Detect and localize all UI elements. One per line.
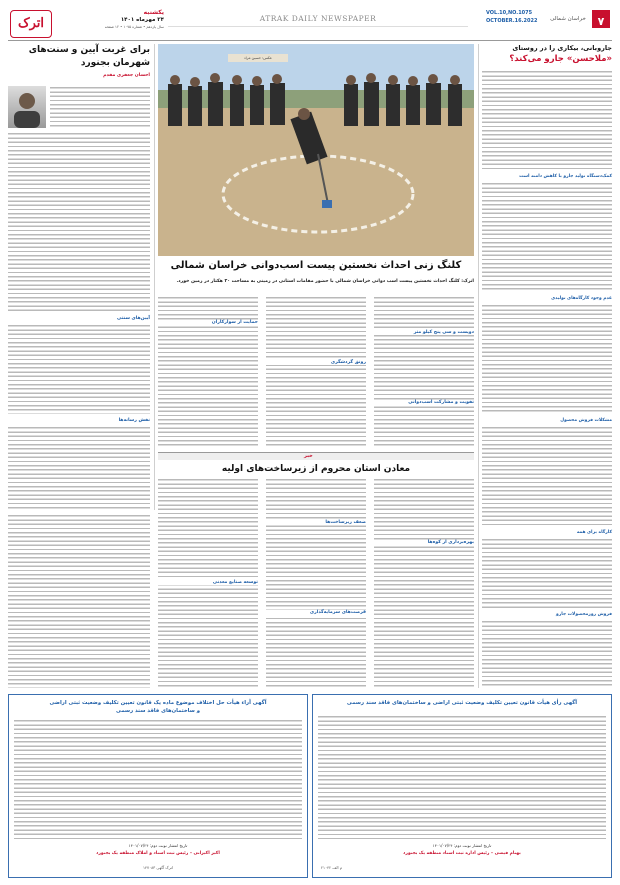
right-body-3 — [482, 304, 612, 414]
ceremony-photo-icon — [158, 44, 474, 256]
page-number-box — [592, 10, 610, 28]
right-body-6 — [482, 620, 612, 688]
section-name: خراسان شمالی — [550, 16, 586, 22]
ad-right-number: تاریخ انتشار نوبت دوم: ۱۴۰۱/۰۷/۲۴ — [432, 843, 492, 848]
main-story-col-2 — [266, 296, 366, 448]
ad-right — [312, 694, 612, 878]
left-story-body-4 — [8, 426, 150, 510]
right-story — [482, 44, 612, 688]
left-story — [8, 44, 150, 510]
right-body-5 — [482, 538, 612, 608]
main-story-col-3 — [374, 296, 474, 448]
newspaper-title: ATRAK DAILY NEWSPAPER — [259, 14, 377, 23]
khabar-label: خبر — [304, 453, 313, 459]
mines-col-3 — [374, 478, 474, 688]
ad-left-title-1: آگهی آراء هیأت حل اختلاف موضوع ماده یک قانون تعیین تکلیف وضعیت ثبتی اراضی — [49, 700, 267, 706]
right-body-1 — [482, 70, 612, 170]
date-weekday: یکشنبه — [143, 9, 164, 16]
left-column-divider — [154, 44, 155, 510]
masthead — [8, 6, 612, 40]
ad-left-number: تاریخ انتشار نوبت دوم: ۱۴۰۱/۰۷/۲۴ — [128, 843, 188, 848]
vol-line: VOL.10,NO.1075 — [486, 10, 533, 16]
mines-subhead-3: فرصت‌های سرمایه‌گذاری — [266, 610, 366, 615]
main-subhead-1: دویست و سی پنج کیلو متر — [374, 330, 474, 335]
ad-left-signature: اکبر اکبرانی – رئیس ثبت اسناد و املاک منطقه یک بجنورد — [96, 851, 220, 856]
right-subhead-4: کارگاه برای همه — [576, 530, 612, 535]
ad-right-title-1: آگهی رأی هیأت قانون تعیین تکلیف وضعیت ثبتی اراضی و ساختمان‌های فاقد سند رسمی — [346, 700, 578, 706]
issue-date — [54, 9, 164, 29]
left-bottom-body — [8, 514, 150, 688]
issue-meta: سال یازدهم • شماره ۱۰۷۵ • ۱۲ صفحه — [104, 25, 164, 29]
left-story-subhead-1: آیین‌های سنتی — [117, 316, 150, 321]
mines-story-headline: معادن استان محروم از زیرساخت‌های اولیه — [221, 464, 411, 474]
left-story-headline: برای غربت آیین و سنت‌های شهرمان بجنورد — [28, 45, 150, 68]
date-en: OCTOBER.16.2022 — [486, 18, 538, 24]
main-photo — [158, 44, 474, 256]
date-persian: ۲۴ مهرماه ۱۴۰۱ — [120, 17, 164, 23]
ad-left-body — [14, 719, 302, 839]
right-story-kicker: جاروبانی، بیکاری را در روستای — [512, 44, 612, 52]
left-story-author: احسان جعفری مقدم — [103, 73, 150, 78]
right-column-divider — [478, 44, 479, 688]
right-subhead-2: عدم وجود کارگاه‌های تولیدی — [551, 296, 612, 301]
main-story-col-1 — [158, 296, 258, 448]
mines-subhead-1: بهره‌برداری از کوه‌ها — [374, 540, 474, 545]
left-story-subhead-2: نقش رسانه‌ها — [118, 418, 150, 423]
ad-right-signature: بهنام فیضی – رئیس اداره ثبت اسناد منطقه یک بجنورد — [403, 851, 521, 856]
ad-left-title-2: و ساختمان‌های فاقد سند رسمی — [115, 708, 200, 714]
main-story-headline: کلنگ زنی احداث نخستین پیست اسب‌دوانی خراسان شمالی — [170, 260, 462, 271]
main-subhead-2: تقویت و مشارکت اسب‌دوانی — [374, 400, 474, 405]
page-number: ۷ — [597, 15, 605, 28]
masthead-bottom-rule — [8, 40, 612, 41]
ad-left-footer-code: اترک آگهی ۱۴۷۰۸۳ — [142, 865, 174, 870]
mines-subhead-4: توسعه صنایع معدنی — [158, 580, 258, 585]
right-body-2 — [482, 182, 612, 292]
ad-right-footer-code: م الف ۲۱۰۴۲ — [321, 865, 343, 870]
logo-text: اترک — [17, 16, 45, 31]
logo — [10, 10, 52, 38]
left-story-body-2 — [8, 132, 150, 312]
right-subhead-5: فروش روزمحصولات جارو — [556, 612, 612, 617]
left-story-body-1 — [50, 86, 150, 128]
main-story-lead: اترک: کلنگ احداث نخستین پیست اسب دوانی خراسان شمالی با حضور مقامات استانی در زمینی به مساحت ۲۰ هکتار در زمین خورد. — [176, 279, 474, 284]
mines-col-2 — [266, 478, 366, 688]
ad-right-body — [318, 715, 606, 839]
right-body-4 — [482, 426, 612, 526]
author-photo — [8, 86, 46, 128]
left-story-body-3 — [8, 324, 150, 414]
khabar-bar — [158, 452, 474, 460]
main-subhead-3: رونق گردشگری — [266, 360, 366, 365]
author-portrait-icon — [8, 86, 46, 128]
ad-left — [8, 694, 308, 878]
masthead-rule — [168, 26, 468, 27]
mines-subhead-2: ضعف زیرساخت‌ها — [266, 520, 366, 525]
vol-info — [486, 10, 546, 24]
right-story-headline: «ملاحسن» جارو می‌کند؟ — [509, 54, 612, 64]
right-subhead-3: مشکلات فروش محصول — [560, 418, 612, 423]
photo-credit: عکس: حسین مراد — [244, 56, 272, 60]
right-subhead-1: کمک‌دستگاه تولید جارو با کاهش دامنه است — [519, 174, 612, 179]
main-subhead-4: حمایت از سوارکاران — [158, 320, 258, 325]
